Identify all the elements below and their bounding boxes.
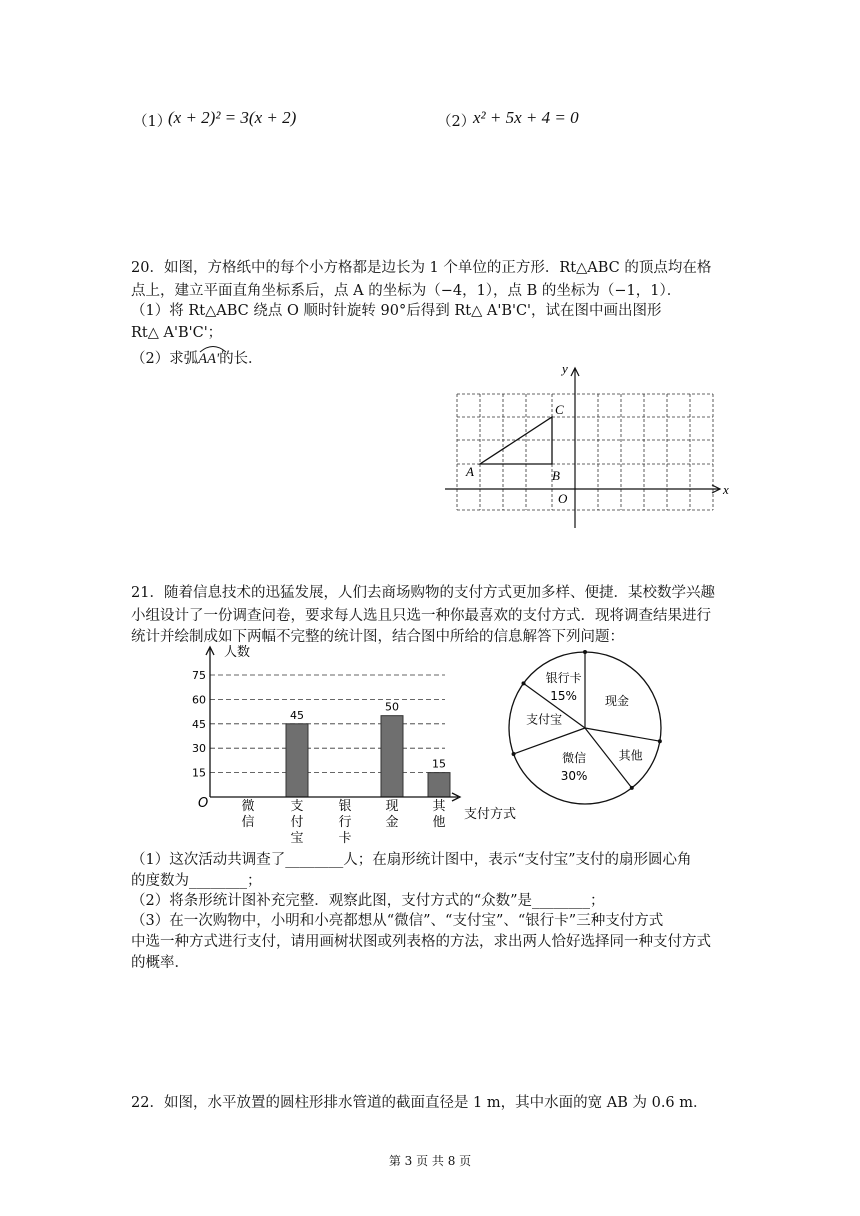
bar-category-label: 其 xyxy=(432,799,446,814)
pie-boundary-dot xyxy=(512,752,516,756)
bar-y-axis-title: 人数 xyxy=(224,645,251,660)
q20-line-2: 点上，建立平面直角坐标系后，点 A 的坐标为（−4，1），点 B 的坐标为（−1，1）． xyxy=(131,283,682,299)
bar-y-tick-label: 45 xyxy=(192,717,206,731)
pie-boundary-dot xyxy=(522,681,526,685)
q21-line-2: 小组设计了一份调查问卷，要求每人选且只选一种你最喜欢的支付方式．现将调查结果进行 xyxy=(131,608,711,624)
arc-symbol xyxy=(198,343,228,353)
bar-category-label: 行 xyxy=(338,815,352,830)
bar-x-axis-title: 支付方式 xyxy=(464,807,517,822)
pie-slice-label: 银行卡 xyxy=(545,671,582,686)
bar-chart xyxy=(190,640,530,850)
x-axis-label: x xyxy=(723,482,729,497)
q21-line-3: 统计并绘制成如下两幅不完整的统计图，结合图中所给的信息解答下列问题： xyxy=(131,629,624,645)
bar-category-label: 他 xyxy=(432,815,446,830)
pie-slice-percent: 30% xyxy=(560,768,588,783)
bar-category-label: 卡 xyxy=(338,831,352,846)
q21-sub1-line-b: 的度数为________； xyxy=(131,873,262,889)
bar-origin-label: O xyxy=(198,796,209,811)
q20-part2-suffix: 的长． xyxy=(219,351,263,367)
pie-boundary-dot xyxy=(630,786,634,790)
q21-sub2: （2）将条形统计图补充完整．观察此图，支付方式的“众数”是________； xyxy=(131,893,605,909)
point-a-label: A xyxy=(466,464,474,479)
origin-label: O xyxy=(558,491,568,506)
bar-4 xyxy=(381,716,403,797)
point-c-label: C xyxy=(555,402,564,417)
bar-data-label: 15 xyxy=(432,757,446,771)
q21-sub3-line-b: 中选一种方式进行支付，请用画树状图或列表格的方法，求出两人恰好选择同一种支付方式 xyxy=(131,934,711,950)
bar-category-label: 付 xyxy=(290,815,304,830)
q20-line-4: Rt△ A'B'C'； xyxy=(131,325,223,341)
pie-chart xyxy=(505,648,665,808)
pie-boundary-dot xyxy=(658,739,662,743)
bar-category-label: 微 xyxy=(241,799,255,814)
pie-slice-label: 其他 xyxy=(618,748,643,763)
coordinate-grid-figure xyxy=(440,360,730,530)
bar-5 xyxy=(428,773,450,797)
bar-y-tick-label: 75 xyxy=(192,669,206,682)
bar-category-label: 宝 xyxy=(290,831,304,846)
q19-part1-number: （1） xyxy=(133,114,172,130)
bar-category-label: 信 xyxy=(241,815,255,830)
bar-data-label: 45 xyxy=(290,708,304,722)
y-axis-label: y xyxy=(562,361,568,376)
q22-line-1: 22．如图，水平放置的圆柱形排水管道的截面直径是 1 m，其中水面的宽 AB 为 0.6 m． xyxy=(131,1095,708,1111)
pie-slice-label: 微信 xyxy=(562,750,587,765)
bar-y-tick-label: 15 xyxy=(192,766,206,780)
q21-line-1: 21．随着信息技术的迅猛发展，人们去商场购物的支付方式更加多样、便捷．某校数学兴趣 xyxy=(131,585,715,601)
q20-part2-prefix: （2）求弧 xyxy=(131,351,199,367)
pie-slice-label: 支付宝 xyxy=(526,712,563,727)
triangle-abc xyxy=(480,417,552,464)
grid-lines xyxy=(457,394,713,510)
bar-y-tick-label: 60 xyxy=(192,693,206,707)
bar-data-label: 50 xyxy=(385,700,399,714)
page-footer: 第 3 页 共 8 页 xyxy=(388,1154,472,1168)
q21-sub1-line-a: （1）这次活动共调查了________人；在扇形统计图中，表示“支付宝”支付的扇形圆心角 xyxy=(131,852,692,868)
q19-part1-equation: (x + 2)² = 3(x + 2) xyxy=(168,108,297,127)
bar-category-label: 现 xyxy=(385,799,399,814)
q19-part2-number: （2） xyxy=(437,114,476,130)
pie-slice-percent: 15% xyxy=(550,689,577,704)
pie-slice-label: 现金 xyxy=(605,694,630,709)
q19-part2-equation: x² + 5x + 4 = 0 xyxy=(473,108,579,127)
point-b-label: B xyxy=(552,468,560,483)
pie-boundary-dot xyxy=(583,650,587,654)
bar-category-label: 银 xyxy=(338,799,352,814)
q21-sub3-line-c: 的概率． xyxy=(131,955,189,971)
q20-line-3: （1）将 Rt△ABC 绕点 O 顺时针旋转 90°后得到 Rt△ A'B'C'，试在图中画出图形 xyxy=(131,303,662,319)
q20-line-1: 20．如图，方格纸中的每个小方格都是边长为 1 个单位的正方形．Rt△ABC 的顶点均在格 xyxy=(131,260,712,276)
q21-sub3-line-a: （3）在一次购物中，小明和小亮都想从“微信”、“支付宝”、“银行卡”三种支付方式 xyxy=(131,913,664,929)
bar-y-tick-label: 30 xyxy=(192,742,206,756)
bar-category-label: 支 xyxy=(290,799,304,814)
arc-aa-prime: AA' xyxy=(198,349,219,369)
bar-category-label: 金 xyxy=(385,815,399,830)
bar-2 xyxy=(286,724,308,797)
